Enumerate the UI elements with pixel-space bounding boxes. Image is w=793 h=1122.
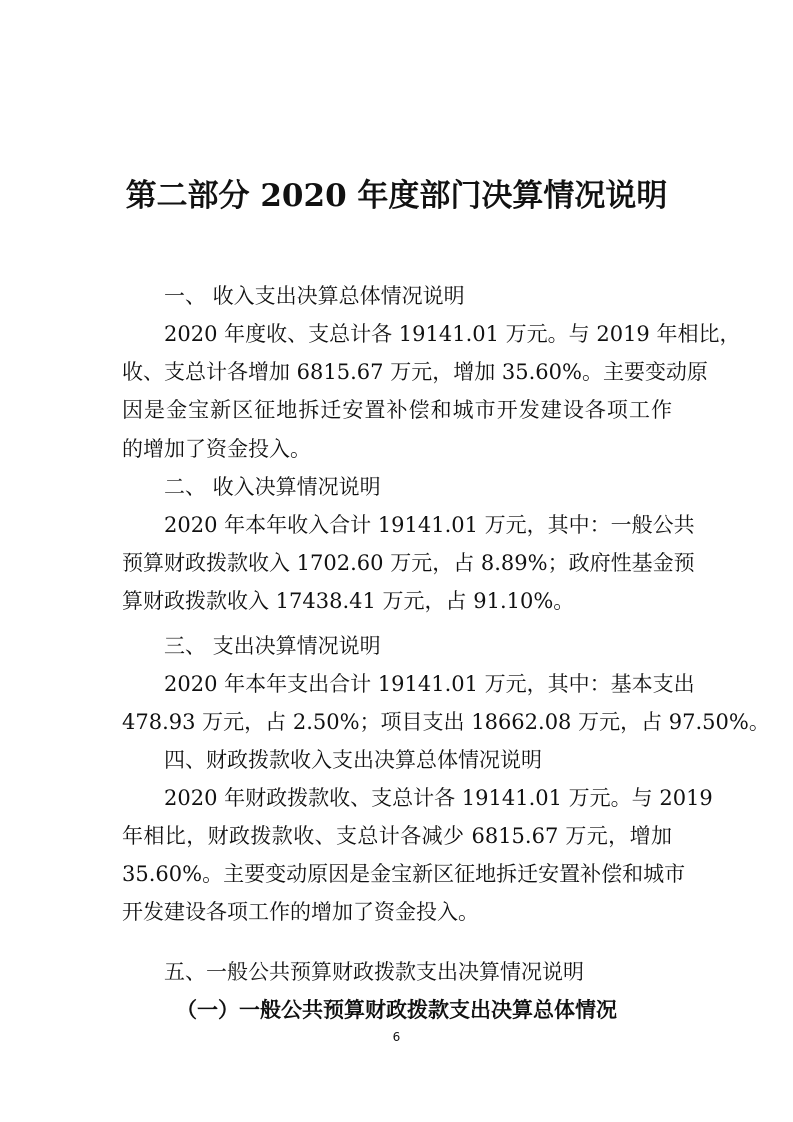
section-heading-2: 二、 收入决算情况说明 bbox=[164, 475, 381, 499]
text-line: 因是金宝新区征地拆迁安置补偿和城市开发建设各项工作 bbox=[122, 398, 672, 422]
page-number: 6 bbox=[392, 1030, 401, 1044]
section-heading-5: 五、一般公共预算财政拨款支出决算情况说明 bbox=[164, 960, 584, 984]
text-line: 算财政拨款收入 17438.41 万元，占 91.10%。 bbox=[122, 589, 575, 613]
text-line: 2020 年度收、支总计各 19141.01 万元。与 2019 年相比， bbox=[164, 322, 741, 346]
text-line: 收、支总计各增加 6815.67 万元，增加 35.60%。主要变动原 bbox=[122, 360, 708, 384]
text-line: 2020 年财政拨款收、支总计各 19141.01 万元。与 2019 bbox=[164, 786, 713, 810]
section-heading-4: 四、财政拨款收入支出决算总体情况说明 bbox=[164, 748, 542, 772]
text-line: 478.93 万元，占 2.50%；项目支出 18662.08 万元，占 97.50%。 bbox=[122, 710, 770, 734]
text-line: 预算财政拨款收入 1702.60 万元，占 8.89%；政府性基金预 bbox=[122, 551, 695, 575]
text-line: 2020 年本年支出合计 19141.01 万元，其中：基本支出 bbox=[164, 672, 695, 696]
subsection-heading: （一）一般公共预算财政拨款支出决算总体情况 bbox=[176, 998, 617, 1022]
text-line: 2020 年本年收入合计 19141.01 万元，其中：一般公共 bbox=[164, 513, 695, 537]
section-heading-1: 一、 收入支出决算总体情况说明 bbox=[164, 284, 465, 308]
text-line: 的增加了资金投入。 bbox=[122, 437, 311, 461]
page-title: 第二部分 2020 年度部门决算情况说明 bbox=[125, 178, 668, 214]
section-heading-3: 三、 支出决算情况说明 bbox=[164, 634, 381, 658]
text-line: 35.60%。主要变动原因是金宝新区征地拆迁安置补偿和城市 bbox=[122, 862, 686, 886]
text-line: 开发建设各项工作的增加了资金投入。 bbox=[122, 900, 479, 924]
text-line: 年相比，财政拨款收、支总计各减少 6815.67 万元，增加 bbox=[122, 824, 672, 848]
